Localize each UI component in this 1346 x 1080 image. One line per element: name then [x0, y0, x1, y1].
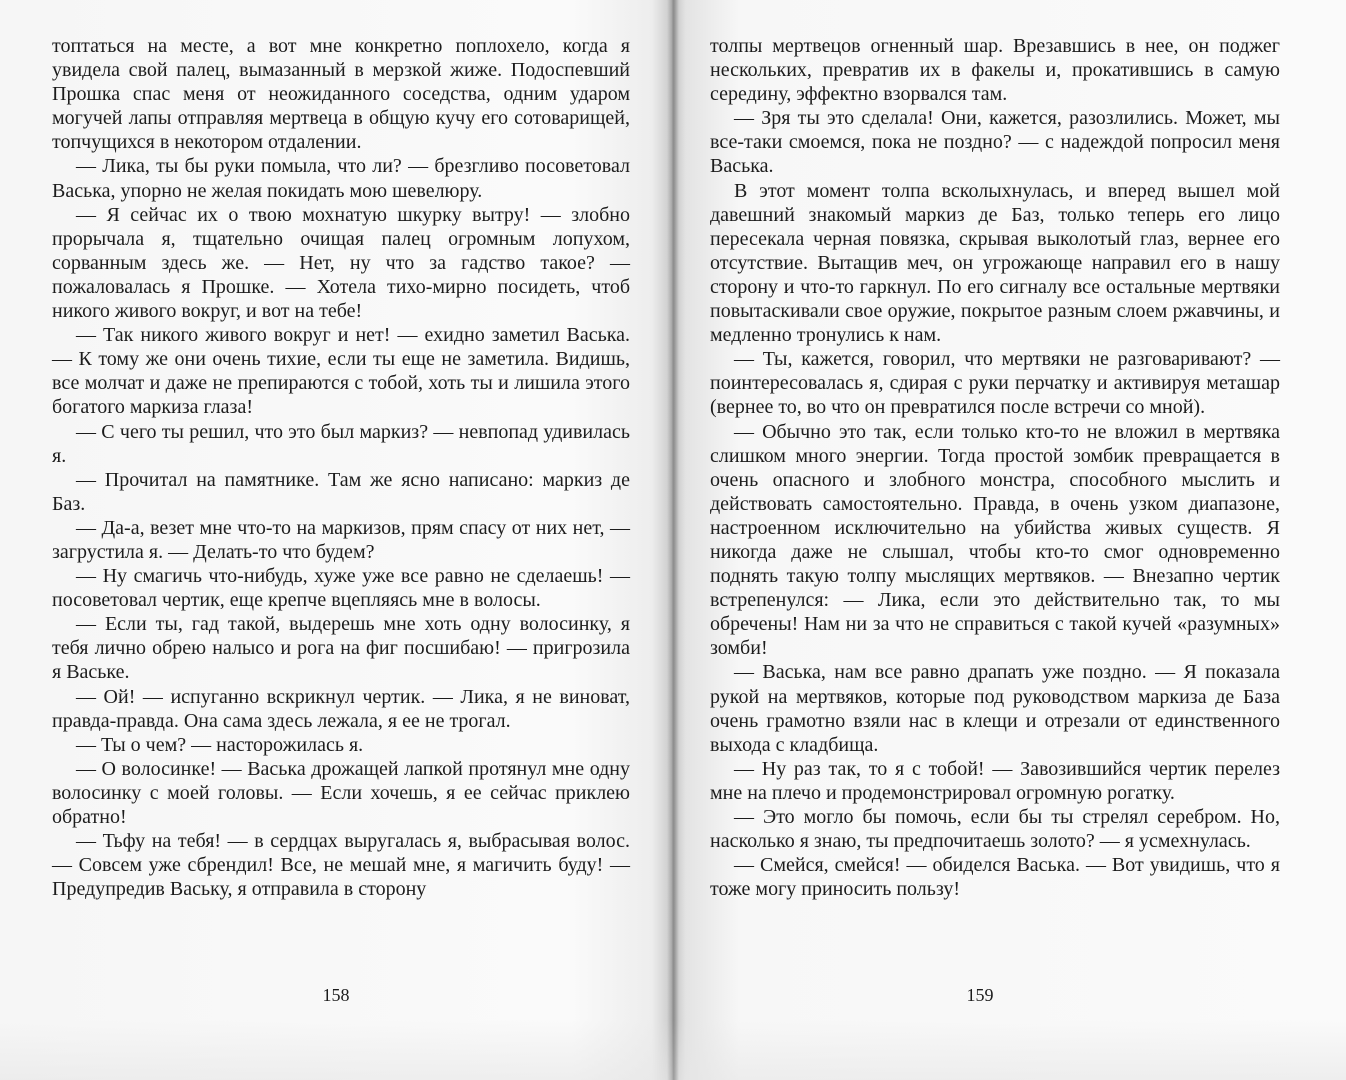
paragraph: — Ты, кажется, говорил, что мертвяки не разговаривают? — поинтересовалась я, сдирая с руки перчатку и активируя меташар (вернее то, во что он превратился после встречи со мной).: [710, 348, 1280, 419]
paragraph: — Ой! — испуганно вскрикнул чертик. — Лика, я не виноват, правда-правда. Она сама здесь лежала, я ее не трогал.: [52, 685, 630, 732]
paragraph: В этот момент толпа всколыхнулась, и вперед вышел мой давешний знакомый маркиз де Баз, только теперь его лицо пересекала черная повязка, скрывая выколотый глаз, вернее его отсутствие. Вытащив меч, он угрожающе направил его в нашу сторону и что-то гаркнул. По его сигналу все остальные мертвяки повытаскивали свое оружие, покрытое разным слоем ржавчины, и медленно тронулись к нам.: [710, 179, 1280, 347]
right-page-text: [710, 34, 1280, 901]
paragraph: — Это могло бы помочь, если бы ты стрелял серебром. Но, насколько я знаю, ты предпочитаешь золото? — я усмехнулась.: [710, 806, 1280, 853]
paragraph: — Васька, нам все равно драпать уже поздно. — Я показала рукой на мертвяков, которые под руководством маркиза де База очень грамотно взяли нас в клещи и отрезали от единственного выхода с кладбища.: [710, 661, 1280, 756]
right-page: [672, 0, 1346, 1080]
paragraph: — Лика, ты бы руки помыла, что ли? — брезгливо посоветовал Васька, упорно не желая покидать мою шевелюру.: [52, 155, 630, 202]
paragraph: толпы мертвецов огненный шар. Врезавшись в нее, он поджег нескольких, превратив их в факелы и, прокатившись в самую середину, эффектно взорвался там.: [710, 35, 1280, 106]
paragraph: — Так никого живого вокруг и нет! — ехидно заметил Васька. — К тому же они очень тихие, если ты еще не заметила. Видишь, все молчат и даже не препираются с тобой, хоть ты и лишила этого богатого маркиза глаза!: [52, 324, 630, 419]
paragraph: — Тьфу на тебя! — в сердцах выругалась я, выбрасывая волос. — Совсем уже сбрендил! Все, не мешай мне, я магичить буду! — Предупредив Ваську, я отправила в сторону: [52, 830, 630, 901]
left-page-text: [52, 34, 630, 901]
left-page: [0, 0, 672, 1080]
paragraph: — Зря ты это сделала! Они, кажется, разозлились. Может, мы все-таки смоемся, пока не поздно? — с надеждой попросил меня Васька.: [710, 107, 1280, 178]
paragraph: — С чего ты решил, что это был маркиз? — невпопад удивилась я.: [52, 420, 630, 467]
book-spine-gutter: [667, 0, 679, 1080]
page-number: 159: [966, 985, 994, 1005]
paragraph: — Ты о чем? — насторожилась я.: [76, 733, 364, 756]
paragraph: — Ну раз так, то я с тобой! — Завозившийся чертик перелез мне на плечо и продемонстрировал огромную рогатку.: [710, 757, 1280, 804]
paragraph: — Ну смагичь что-нибудь, хуже уже все равно не сделаешь! — посоветовал чертик, еще крепче вцепляясь мне в волосы.: [52, 565, 630, 612]
paragraph: топтаться на месте, а вот мне конкретно поплохело, когда я увидела свой палец, вымазанный в мерзкой жиже. Подоспевший Прошка спас меня от неожиданного соседства, одним ударом могучей лапы отправляя мертвеца в общую кучу его сотоварищей, топчущихся в некотором отдалении.: [52, 35, 630, 154]
page-number: 158: [322, 985, 350, 1005]
paragraph: — Обычно это так, если только кто-то не вложил в мертвяка слишком много энергии. Тогда простой зомбик превращается в очень опасного и злобного монстра, способного мыслить и действовать самостоятельно. Правда, в очень узком диапазоне, настроенном исключительно на убийства живых существ. Я никогда даже не слышал, чтобы кто-то смог одновременно поднять такую толпу мыслящих мертвяков. — Внезапно чертик встрепенулся: — Лика, если это действительно так, то мы обречены! Нам ни за что не справиться с такой кучей «разумных» зомби!: [710, 420, 1280, 660]
paragraph: — Прочитал на памятнике. Там же ясно написано: маркиз де Баз.: [52, 468, 630, 515]
page-shadow: [672, 1020, 1346, 1080]
paragraph: — Да-а, везет мне что-то на маркизов, прям спасу от них нет, — загрустила я. — Делать-то что будем?: [52, 516, 630, 563]
paragraph: — Если ты, гад такой, выдерешь мне хоть одну волосинку, я тебя лично обрею налысо и рога на фиг посшибаю! — пригрозила я Ваське.: [52, 613, 630, 684]
page-shadow: [0, 1020, 672, 1080]
paragraph: — Смейся, смейся! — обиделся Васька. — Вот увидишь, что я тоже могу приносить пользу!: [710, 854, 1280, 901]
paragraph: — О волосинке! — Васька дрожащей лапкой протянул мне одну волосинку с моей головы. — Если хочешь, я ее сейчас приклею обратно!: [52, 757, 630, 828]
paragraph: — Я сейчас их о твою мохнатую шкурку вытру! — злобно прорычала я, тщательно очищая палец огромным лопухом, сорванным здесь же. — Нет, ну что за гадство такое? — пожаловалась я Прошке. — Хотела тихо-мирно посидеть, чтоб никого живого вокруг, и вот на тебе!: [52, 203, 630, 323]
